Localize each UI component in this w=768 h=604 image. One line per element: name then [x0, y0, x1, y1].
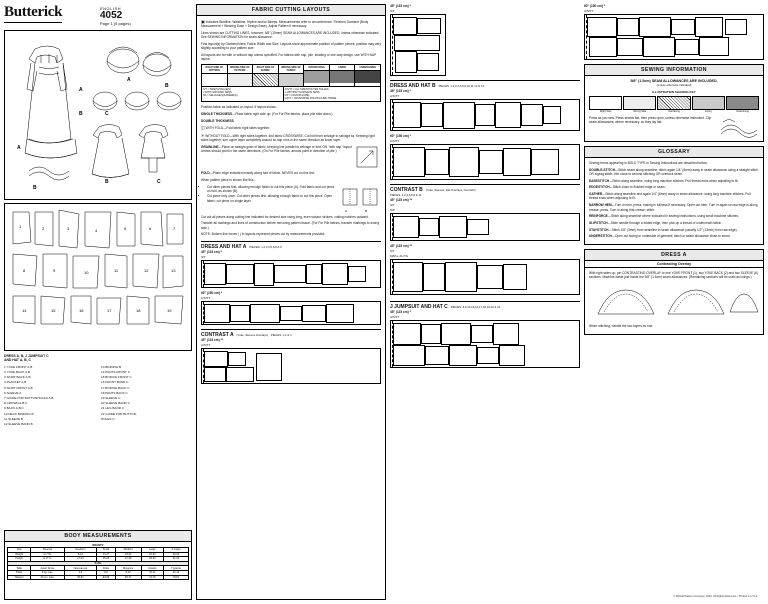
layout-size: A/S/TT — [390, 139, 400, 143]
list-item: 17 BODICE BACK C — [101, 385, 130, 390]
double-without-fold: ✳ WITHOUT FOLD—With right sides together, fold fabric CROSSWISE. Cut fold from selvage to selvage ss. Keeping right sides together, turn upper layer completely around so nap runs in the same direction as lower layer. — [201, 133, 375, 143]
glossary-entry: REINFORCE—Stitch along seamline where indicated in sewing instructions, using small machine stitches. — [589, 214, 739, 219]
svg-text:19: 19 — [167, 308, 172, 313]
th: Size — [8, 548, 31, 553]
list-item: 20 SLEEVE BAND C — [101, 401, 130, 406]
list-item: • Cut piece only once. Cut other pieces first, allowing enough fabric to cut this piece. Open fabric; cut piece on single layer. — [207, 194, 338, 202]
svg-text:11: 11 — [114, 268, 119, 273]
body-measurements-title: BODY MEASUREMENTS — [5, 531, 191, 542]
layout-width: 45" (115 cm) * — [390, 4, 411, 8]
piece-list-title-2: AND HAT A, B, C — [4, 358, 31, 363]
layout-size: A/S/TT — [584, 9, 594, 13]
svg-text:17: 17 — [107, 308, 112, 313]
layout-size: A/S/TT — [390, 315, 400, 319]
table-row: Hauteur 43 cm. max. 46-61 64-66 69-71 74-76 79-81 — [8, 575, 189, 580]
fabric-nap-note: All layouts are for with or without nap unless specified. For fabrics with nap, pile, shading or one-way design, use WITH NAP layout. — [201, 53, 377, 62]
list-item: 2 YOKE BACK A,B — [4, 370, 31, 375]
cutting-layout — [390, 144, 580, 180]
svg-text:A: A — [127, 77, 131, 83]
garment-illustration-panel — [4, 30, 192, 200]
layout-size: A/S/TT — [201, 295, 211, 300]
glossary-entry: SLIPSTITCH—Slide needle through a folded edge, then pick up a thread of underneath fabric. — [589, 220, 722, 225]
table-row: Poids 3 kg. max. 4-6 6-8 8-10 10-11 12-13 — [8, 570, 189, 575]
press-diagram — [719, 116, 759, 138]
glossary-panel — [584, 146, 764, 245]
body-measurements-table — [7, 547, 189, 580]
fold-icon: ◫ — [201, 125, 205, 131]
table-row: Weight to 7 lbs 8-12 13-17 18-21 22-25 26-29 — [8, 552, 189, 557]
svg-text:10: 10 — [84, 270, 89, 275]
svg-text:B: B — [79, 111, 83, 117]
contrast-b-pieces: PIECES: 1,2,3,5,8,9 & 11 — [390, 193, 422, 197]
layout-width: 45" (115 cm) ** — [201, 337, 224, 342]
table-row: Taille Avant Terme Nouveau-né Petite Moyenne Grande T.grande — [8, 566, 189, 571]
body-measurements-panel — [4, 530, 192, 600]
sewing-information-panel — [584, 64, 764, 142]
glossary-entry: EASESTITCH—Stitch along seamline, using long machine stitches. Pull thread ends when adjusting to fit. — [589, 178, 739, 183]
svg-text:B: B — [105, 179, 109, 185]
svg-text:3: 3 — [67, 226, 70, 231]
list-item: 13 BINDING B — [101, 364, 122, 369]
jumpsuit-hat-c-pieces: PIECES: 8,9,14,15,16,17,18,19,20 & 21 — [450, 305, 501, 309]
fabric-cutting-panel — [196, 4, 386, 600]
layout-size: S/T — [390, 203, 395, 207]
column-left — [4, 4, 192, 600]
svg-text:C: C — [105, 111, 109, 117]
list-item: • Cut other pieces first, allowing enough fabric to cut this piece (A). Fold fabric and cut piece on fold, as shown (B). — [207, 185, 338, 193]
svg-text:B: B — [365, 208, 368, 213]
cutting-layout — [390, 320, 580, 368]
swatch-lining — [692, 96, 725, 110]
svg-text:8: 8 — [23, 268, 26, 273]
cutting-layout — [390, 259, 580, 295]
svg-text:2: 2 — [42, 226, 45, 231]
swatch-right-side — [589, 96, 622, 110]
jumpsuit-hat-c-title: J JUMPSUIT AND HAT C — [390, 304, 448, 310]
svg-text:7: 7 — [173, 226, 176, 231]
key-label: Right Side — [599, 110, 612, 114]
double-with-fold: ◫ WITH FOLD—Fold fabric right sides together. — [201, 125, 270, 131]
seam-allowance-note-1: 5/8" (1.5cm) SEAM ALLOWANCES ARE INCLUDED, — [630, 79, 718, 83]
top-right-layout-block — [584, 4, 764, 60]
layout-size-2: S/P — [390, 208, 395, 212]
th: Newborn — [64, 548, 97, 553]
column-layouts — [390, 4, 580, 600]
glossary-entry: UNDERSTITCH—Open out facing or underside of garment; stitch or seam allowance close to seam. — [589, 234, 731, 239]
cutting-layout — [390, 99, 580, 131]
contrast-a-subtitle: (Yoke, Sleeves Overlays) — [236, 332, 268, 337]
svg-text:15: 15 — [51, 308, 56, 313]
brand-name: Butterick — [4, 4, 62, 23]
pattern-pieces-svg — [5, 204, 191, 352]
sewing-information-title: SEWING INFORMATION — [585, 65, 763, 76]
list-item: 8 CROWN A,B,C — [4, 401, 28, 406]
fabric-find-note: Find layout(s) by Garment/View, Fabric Width and Size. Layouts show approximate position of pattern pieces; position may vary slightly according to your pattern size. — [201, 42, 381, 51]
key-label: LINING — [330, 65, 355, 71]
layout-size: S/T — [390, 249, 395, 253]
table-row: Height to 17 in. 17-24 25-26 27-28 29-30 31-32 — [8, 557, 189, 562]
list-item: 7 GUIDE FOR BUTTONHOLES A,B — [4, 395, 54, 400]
layout-size: A/S/TT — [390, 94, 400, 98]
column-right — [584, 4, 764, 600]
cutting-layout — [390, 14, 446, 76]
layout-width: 60" (150 cm) * — [201, 290, 223, 295]
list-item: 19 SLEEVE C — [101, 395, 121, 400]
fabric-position-note: Position fabric as indicated on layout. If layout shows... — [201, 105, 279, 110]
pattern-number: 4052 — [100, 10, 123, 21]
dress-hat-b-pieces: PIECES: 1,2,3,4,5,8,9,10,11,12 & 13 — [438, 84, 484, 88]
list-item: 18 PANTS BACK C — [101, 390, 128, 395]
page-count: Page 1 (5 pages) — [100, 21, 131, 26]
svg-text:13: 13 — [171, 268, 176, 273]
svg-text:5: 5 — [124, 226, 127, 231]
jumpsuit-hat-c-block — [390, 301, 580, 368]
contrast-b-block — [390, 184, 580, 295]
top-layout-block — [390, 4, 580, 76]
dress-a-detail-subtitle: Contrasting Overlay — [585, 261, 763, 268]
pattern-id-block — [100, 6, 131, 26]
fabric-intro: ▣ Indicates Bustline, Waistline, Hipline and/or Biceps. Measurements refer to circumference. Finished Garment (Body Measurement + Wearing Ease + Design Ease). Adjust Pattern if necessary. — [201, 19, 369, 29]
abbrev-item: • WITH NAP/AVEC SENS — [203, 91, 232, 95]
bm-group-infants: INFANTS' — [92, 544, 104, 547]
double-thickness-title: DOUBLE THICKNESS — [201, 118, 234, 123]
swatch-underlining — [726, 96, 759, 110]
contrast-a-title: CONTRAST A — [201, 331, 234, 338]
garment-illustrations-svg — [5, 31, 191, 201]
layout-width: 45" (115 cm) ** — [390, 244, 413, 248]
key-label: RIGHT SIDE OF FABRIC — [253, 65, 278, 74]
cutting-layout — [201, 348, 381, 384]
svg-text:1: 1 — [19, 224, 22, 229]
list-item: 3 SKIRT BACK A,B — [4, 375, 31, 380]
dress-a-detail-text-1: With right sides up, pin CONTRASTING OVERLAY to one YOKE FRONT (1), two YOKE BACK (2) and two SLEEVE (6) sections. Machine-baste just inside the 5/8" (1.5cm) seam allowances. (Remaining sections will be used as linings.) — [589, 271, 758, 280]
list-item: 14 PANTS FRONT C — [101, 370, 130, 375]
cutting-layout — [201, 301, 381, 325]
svg-text:A: A — [345, 208, 348, 213]
svg-text:4: 4 — [95, 228, 98, 233]
bullet-icon: ▣ — [201, 19, 205, 24]
transfer-note: Transfer all markings and lines of construction before removing pattern tissue. (For Fur Pile fabrics, transfer markings to wrong side.) — [201, 221, 380, 230]
abbrev-item: •• WITHOUT NAP/SANS SENS — [284, 91, 320, 95]
list-item: 12 SLEEVE BAND B — [4, 421, 33, 426]
list-item: 16 FRONT BAND C — [101, 380, 129, 385]
list-item: HOLES C — [101, 416, 115, 421]
shading-key-labels — [589, 110, 759, 113]
layout-size: A/S/TT — [201, 342, 211, 347]
key-label: Wrong Side — [633, 110, 647, 114]
key-label: INTERFACING — [304, 65, 329, 71]
seam-allowance-note-2: (unless otherwise indicated) — [656, 82, 692, 87]
svg-text:16: 16 — [79, 308, 84, 313]
glossary-entry: STAYSTITCH—Stitch 1/8" (3mm) from seamline in seam allowance (usually 1/2" (13mm) from raw edge). — [589, 227, 738, 232]
th: Preemie — [31, 548, 64, 553]
cutting-layout — [584, 14, 764, 60]
list-item: 15 BODICE FRONT C — [101, 375, 132, 380]
layout-size-2: M/M-L-XL/TG — [390, 254, 409, 258]
abbrev-item: F/P = FOLD/PLI(URE) — [284, 94, 310, 98]
list-item: 9 BACK A,B,C — [4, 406, 24, 411]
fabric-shading-key — [201, 64, 381, 102]
bm-group-babe: BABE — [8, 561, 189, 566]
layout-width: 45" (115 cm) * — [390, 310, 411, 314]
glossary-entry: NARROW HEM—Turn in hem, press, easing in fullness if necessary. Open out hem. Turn in again so raw edge is along crease; press. Turn in along first crease; stitch. — [589, 203, 758, 212]
dress-hat-b-block — [390, 80, 580, 180]
layout-width: 45" (115 cm) * — [201, 249, 222, 254]
cut-out-note: Cut out all pieces along cutting line indicated for desired size using long, even scissor strokes, cutting notches outward. — [201, 214, 369, 219]
dress-a-detail-text-2: When stitching, handle the two layers as one. — [589, 324, 654, 329]
glossary-title: GLOSSARY — [585, 147, 763, 158]
svg-text:A: A — [17, 145, 21, 151]
glossary-intro: Sewing terms appearing in BOLD TYPE in Sewing Instructions are described below. — [589, 161, 708, 166]
copyright-footer: © McCall Pattern Company, 2003. All Rights Reserved. • Printed in U.S.A. — [673, 595, 758, 598]
svg-text:B: B — [165, 83, 169, 89]
layout-width: 60" (150 cm) * — [390, 134, 412, 138]
list-item: 5 SKIRT FRONT A,B — [4, 385, 33, 390]
key-label: UNDERLINING — [355, 65, 380, 71]
shading-key-title: ILLUSTRATION SHADING KEY — [652, 90, 696, 94]
svg-text:A: A — [79, 87, 83, 93]
layout-size: S/T — [201, 254, 206, 259]
list-item: 11 SLEEVE B — [4, 416, 24, 421]
list-item: 1 YOKE FRONT A,B — [4, 364, 33, 369]
fold-note: FOLD—Place edge indicated exactly along fold of fabric. NEVER cut on this line. — [201, 171, 316, 176]
th: X-Large — [163, 548, 188, 553]
svg-text:6: 6 — [149, 226, 152, 231]
key-label: Underlining — [736, 110, 749, 114]
list-item: 10 NECK BINDING B — [4, 411, 34, 416]
piece-list — [4, 365, 192, 426]
overlay-diagram — [590, 282, 758, 322]
swatch-interfacing — [657, 96, 690, 110]
glossary-entry: DOUBLE-STITCH—Stitch seam along seamline; stitch again 1/4" (6mm) away in seam allowance using a straight stitch OR zigzag stitch; trim close to second stitching OR overlock seam. — [589, 167, 758, 177]
list-item: 22 GUIDE FOR BUTTON- — [101, 411, 138, 416]
th: Large — [141, 548, 163, 553]
shading-key-swatches — [589, 96, 759, 110]
contrast-b-title: CONTRAST B — [390, 187, 423, 193]
fold-cut-diagram — [341, 185, 381, 215]
contrast-b-subtitle: (Yoke, Sleeves, Hat Overlays, Overskirt) — [425, 188, 476, 192]
when-pattern-note: When pattern piece is shown like this... — [201, 177, 257, 182]
list-item: 6 SLEEVE A — [4, 390, 22, 395]
grainline-note: GRAINLINE—Place on straight grain of fabric, keeping line parallel to selvage or fold. ON "with nap" layout arrows should point in the same directions. (On Fur Pile fabrics, arrows point in direction of pile.) — [201, 145, 352, 154]
svg-text:14: 14 — [22, 308, 27, 313]
abbrev-item: A/S/TT = ALL SIZES/TOUTES TAILLES — [284, 88, 329, 92]
pattern-pieces-panel — [4, 203, 192, 351]
swatch-wrong-side — [623, 96, 656, 110]
fabric-lines-note: Lines shown are CUTTING LINES, however, 5/8" (15mm) SEAM ALLOWANCES ARE INCLUDED, unless otherwise indicated. See SEWING INFORMATION for seam allowance. — [201, 31, 380, 40]
list-item: 21 LEG BAND C — [101, 406, 125, 411]
layout-size: S/T — [390, 9, 395, 13]
key-label: Lining — [704, 110, 712, 114]
dress-hat-a-pieces: PIECES: 1,2,3,4,5,6,8 & 9 — [249, 244, 282, 249]
abbrev-item: SS = SELVAGE(S)/LISIÈRE(S) — [203, 94, 238, 98]
layout-width: 60" (150 cm) * — [584, 4, 606, 8]
single-thickness: SINGLE THICKNESS—Place fabric right side up. (For Fur Pile fabrics, place pile side down.) — [201, 111, 333, 116]
broken-line-note: NOTE: Broken-line boxes ( ) in layouts represent pieces cut by measurements provided. — [201, 232, 326, 237]
list-item: 4 PLACKET A,B — [4, 380, 27, 385]
svg-text:12: 12 — [144, 268, 149, 273]
layout-width: 45" (115 cm) ** — [390, 198, 413, 202]
key-label: Interfacing — [668, 110, 680, 114]
contrast-a-pieces: PIECES: 1,2 & 4 — [270, 332, 292, 337]
cutting-layout — [390, 213, 580, 241]
dress-a-detail-title: DRESS A — [585, 250, 763, 261]
th: Medium — [115, 548, 141, 553]
dress-a-detail-panel — [584, 249, 764, 335]
piece-list-title-1: DRESS A, B, J JUMPSUIT C — [4, 354, 49, 358]
th: Small — [97, 548, 115, 553]
glossary-entry: EDGESTITCH—Stitch close to finished edge or seam. — [589, 185, 666, 190]
language-label: ENGLISH — [100, 6, 122, 11]
svg-text:C: C — [157, 179, 161, 185]
press-note: Press as you sew. Press seams flat, then press open, unless otherwise instructed. Clip seam allowances, where necessary, so they lay flat. — [589, 116, 712, 125]
glossary-entry: GATHER—Stitch along seamline and again 1/4" (6mm) away in seam allowance; using long machine stitches. Pull thread ends when adjusting to fit. — [589, 192, 751, 201]
abbrev-item: S/T = SIZE(S)/TAILLE(S) — [203, 88, 231, 92]
dress-hat-b-title: DRESS AND HAT B — [390, 83, 436, 89]
grainline-diagram — [355, 145, 381, 171]
layout-width: 45" (115 cm) * — [390, 89, 411, 93]
svg-text:B: B — [33, 185, 37, 191]
svg-text:18: 18 — [136, 308, 141, 313]
fabric-cutting-title: FABRIC CUTTING LAYOUTS — [197, 5, 385, 16]
abbrev-item: C/P/T = CROSSWISE FOLD/PLI/URE TRAME — [284, 97, 337, 101]
brand-header — [4, 4, 192, 30]
key-label: WRONG SIDE OF PATTERN — [228, 65, 253, 74]
no-fold-icon: ✳ — [201, 133, 205, 139]
key-label: WRONG SIDE OF FABRIC — [279, 65, 304, 74]
piece-list-panel — [4, 354, 192, 426]
cutting-layout — [201, 260, 381, 288]
column-fabric-cutting — [196, 4, 386, 600]
svg-text:9: 9 — [53, 268, 56, 273]
dress-hat-a-title: DRESS AND HAT A — [201, 243, 247, 250]
key-label: RIGHT SIDE OF PATTERN — [202, 65, 227, 74]
